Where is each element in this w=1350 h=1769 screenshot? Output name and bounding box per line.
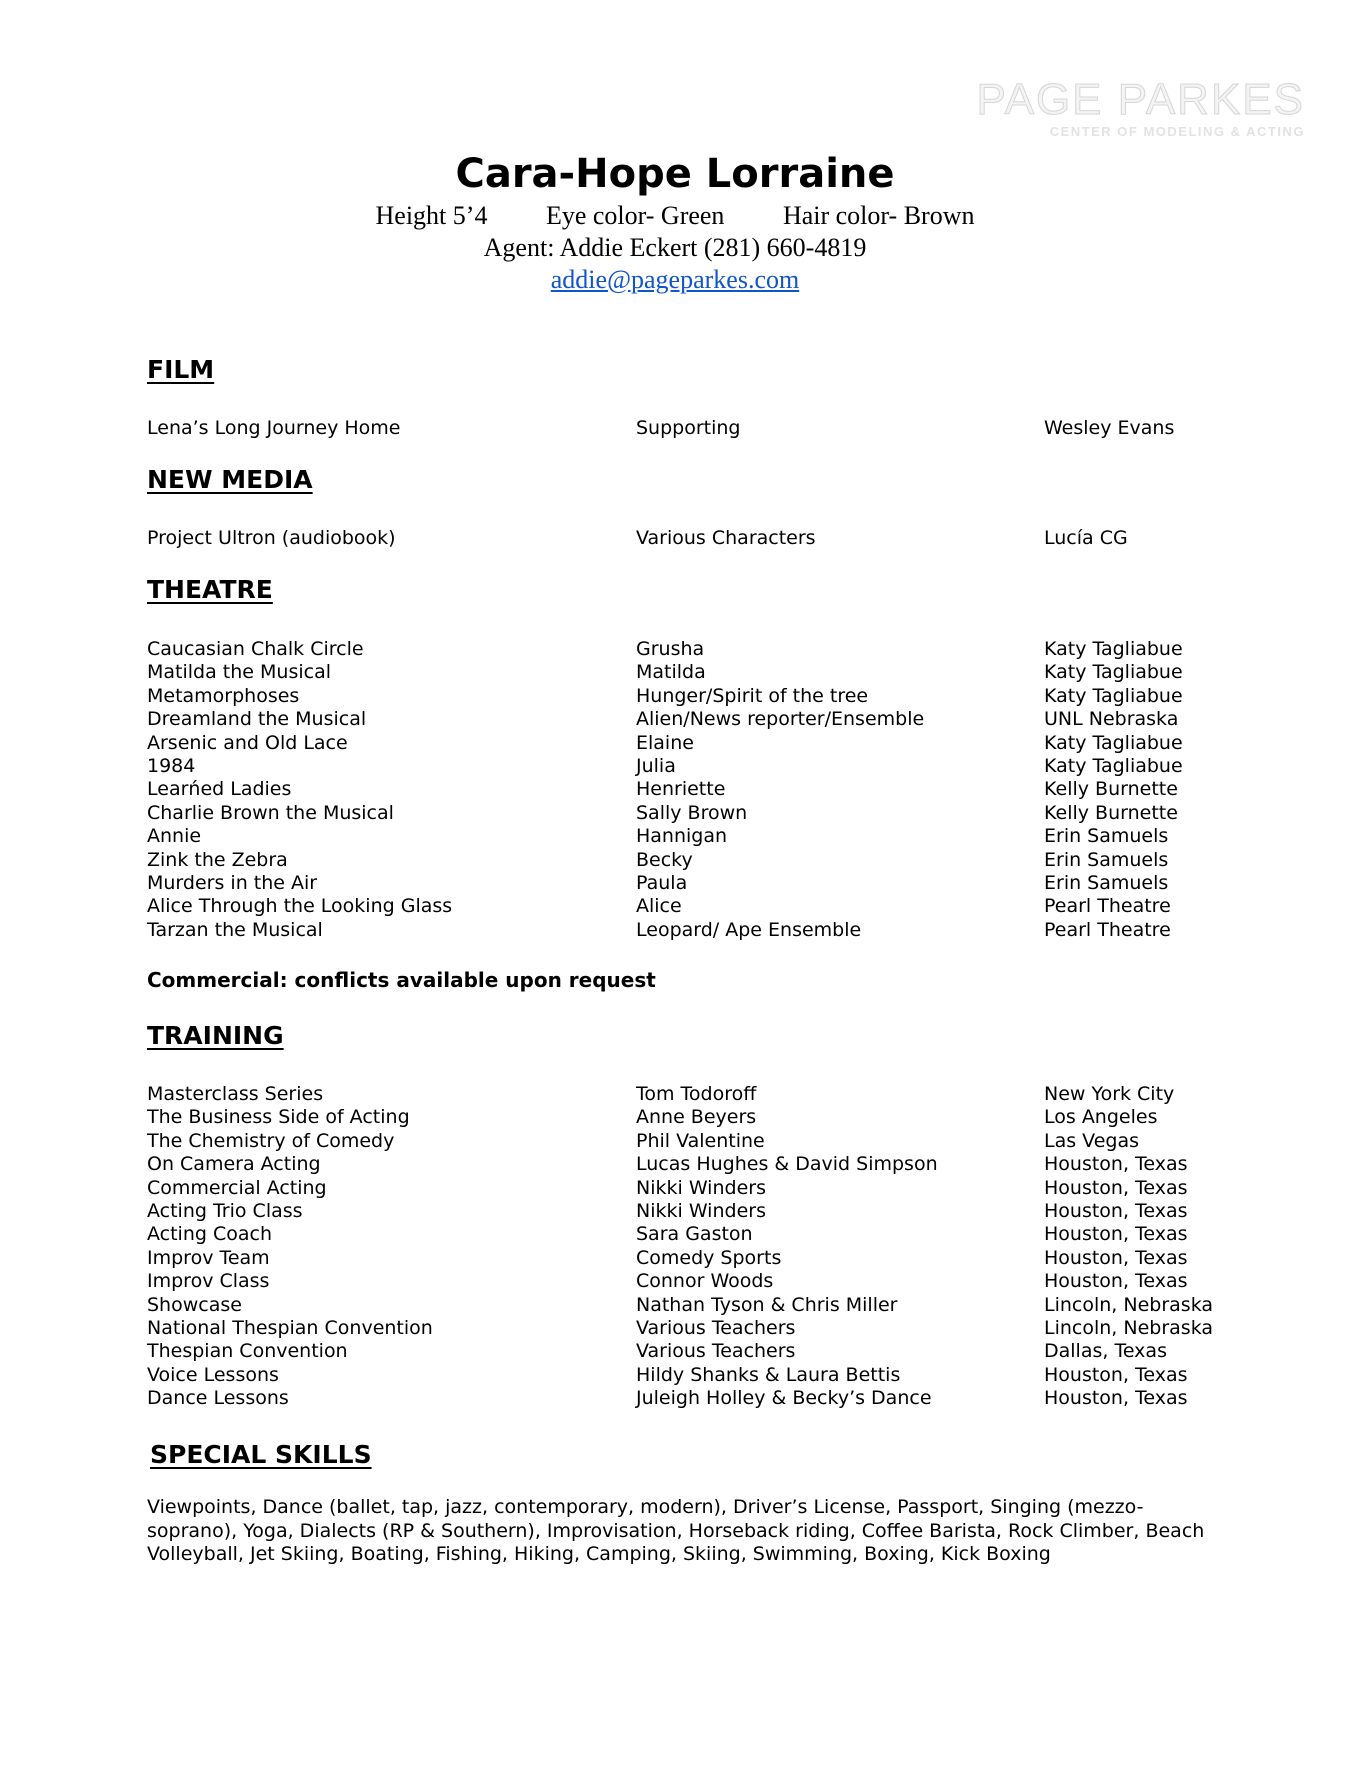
- credit-role: Becky: [636, 848, 693, 871]
- credit-source: Las Vegas: [1044, 1129, 1139, 1152]
- credit-role: Alien/News reporter/Ensemble: [636, 708, 925, 731]
- credit-role: Hunger/Spirit of the tree: [636, 684, 869, 707]
- physical-stats: [0, 200, 1350, 232]
- credit-source: New York City: [1044, 1083, 1175, 1105]
- credit-role: Various Teachers: [636, 1316, 796, 1339]
- credit-role: Leopard/ Ape Ensemble: [636, 918, 862, 941]
- credit-role: Hannigan: [636, 825, 728, 848]
- hair-color-stat: Hair color- Brown: [782, 201, 975, 230]
- credit-role: Various Characters: [636, 527, 816, 549]
- credit-source: Houston, Texas: [1044, 1363, 1188, 1386]
- credit-source: Pearl Theatre: [1044, 918, 1171, 941]
- credit-source: Houston, Texas: [1044, 1270, 1188, 1293]
- credit-source: Erin Samuels: [1044, 848, 1169, 871]
- credit-title: The Business Side of Acting: [147, 1106, 410, 1129]
- credit-title: Metamorphoses: [147, 684, 300, 707]
- credit-title: Charlie Brown the Musical: [147, 801, 394, 824]
- eye-color-stat: Eye color- Green: [545, 201, 725, 230]
- credit-role: Anne Beyers: [636, 1106, 757, 1129]
- credit-title: Commercial Acting: [147, 1176, 327, 1199]
- credit-role: Elaine: [636, 731, 694, 754]
- credit-title: Dance Lessons: [147, 1387, 289, 1410]
- credit-title: Acting Coach: [147, 1223, 273, 1246]
- credit-title: Zink the Zebra: [147, 848, 288, 871]
- credit-source: Los Angeles: [1044, 1106, 1158, 1129]
- credit-title: Murders in the Air: [147, 871, 318, 894]
- credit-title: Masterclass Series: [147, 1083, 324, 1105]
- credit-title: 1984: [147, 754, 196, 777]
- credit-source: Houston, Texas: [1044, 1246, 1188, 1269]
- credit-source: Houston, Texas: [1044, 1176, 1188, 1199]
- credit-title: Thespian Convention: [147, 1340, 348, 1363]
- credit-role: Sally Brown: [636, 801, 748, 824]
- credit-source: Katy Tagliabue: [1044, 638, 1183, 660]
- section-heading-theatre: THEATRE: [147, 575, 273, 604]
- credit-role: Sara Gaston: [636, 1223, 753, 1246]
- height-stat: Height 5’4: [375, 201, 488, 230]
- credit-role: Alice: [636, 895, 682, 918]
- actor-name: Cara-Hope Lorraine: [455, 151, 895, 197]
- credit-source: Erin Samuels: [1044, 871, 1169, 894]
- credit-role: Tom Todoroff: [636, 1083, 757, 1105]
- credit-role: Matilda: [636, 661, 706, 684]
- credit-title: Voice Lessons: [147, 1363, 279, 1386]
- section-heading-film: FILM: [147, 355, 215, 384]
- credit-title: On Camera Acting: [147, 1153, 321, 1176]
- agent-email-link[interactable]: addie@pageparkes.com: [550, 265, 800, 294]
- credit-source: Kelly Burnette: [1044, 801, 1178, 824]
- credit-title: National Thespian Convention: [147, 1316, 433, 1339]
- credit-title: Improv Class: [147, 1270, 270, 1293]
- credit-source: Katy Tagliabue: [1044, 731, 1183, 754]
- resume-header: [0, 148, 1350, 296]
- credit-source: Katy Tagliabue: [1044, 754, 1183, 777]
- credit-role: Phil Valentine: [636, 1129, 765, 1152]
- commercial-note: Commercial: conflicts available upon request: [147, 968, 656, 992]
- credit-source: Lincoln, Nebraska: [1044, 1316, 1214, 1339]
- credit-title: Acting Trio Class: [147, 1199, 303, 1222]
- credit-role: Grusha: [636, 638, 705, 660]
- section-heading-new-media: NEW MEDIA: [147, 465, 313, 494]
- credit-title: Lena’s Long Journey Home: [147, 417, 401, 439]
- credit-role: Juleigh Holley & Becky’s Dance: [636, 1387, 932, 1410]
- credit-title: Learńed Ladies: [147, 778, 292, 801]
- credit-title: Showcase: [147, 1293, 242, 1316]
- credit-source: Dallas, Texas: [1044, 1340, 1167, 1363]
- logo-main-text: PAGE PARKES: [976, 75, 1305, 124]
- credit-role: Paula: [636, 871, 688, 894]
- credit-title: Arsenic and Old Lace: [147, 731, 348, 754]
- credit-source: Katy Tagliabue: [1044, 684, 1183, 707]
- special-skills-text: Viewpoints, Dance (ballet, tap, jazz, contemporary, modern), Driver’s License, Passport, Singing (mezzo-soprano), Yoga, Dialects (RP & Southern), Improvisation, Horseback riding, Coffee Barista, Rock Climber, Beach Volleyball, Jet Skiing, Boating, Fishing, Hiking, Camping, Skiing, Swimming, Boxing, Kick Boxing: [147, 1496, 1205, 1565]
- credit-source: Houston, Texas: [1044, 1153, 1188, 1176]
- credit-source: UNL Nebraska: [1044, 708, 1179, 731]
- agency-logo: [976, 75, 1305, 139]
- logo-sub-text: CENTER OF MODELING & ACTING: [1049, 124, 1305, 139]
- credit-title: Annie: [147, 825, 202, 848]
- credit-title: Tarzan the Musical: [147, 918, 323, 941]
- credit-source: Erin Samuels: [1044, 825, 1169, 848]
- credit-title: Caucasian Chalk Circle: [147, 638, 364, 660]
- credit-role: Julia: [636, 754, 676, 777]
- agent-contact: Agent: Addie Eckert (281) 660-4819: [483, 233, 867, 262]
- credit-role: Lucas Hughes & David Simpson: [636, 1153, 938, 1176]
- section-heading-training: TRAINING: [147, 1021, 284, 1050]
- credit-title: Dreamland the Musical: [147, 708, 367, 731]
- credit-role: Connor Woods: [636, 1270, 774, 1293]
- credit-title: Project Ultron (audiobook): [147, 527, 396, 549]
- credit-title: Improv Team: [147, 1246, 270, 1269]
- credit-title: Matilda the Musical: [147, 661, 331, 684]
- credit-source: Houston, Texas: [1044, 1223, 1188, 1246]
- credit-source: Lincoln, Nebraska: [1044, 1293, 1214, 1316]
- credit-role: Nathan Tyson & Chris Miller: [636, 1293, 898, 1316]
- credit-role: Comedy Sports: [636, 1246, 782, 1269]
- credit-title: The Chemistry of Comedy: [147, 1129, 395, 1152]
- section-heading-special-skills: SPECIAL SKILLS: [150, 1440, 372, 1469]
- credit-source: Lucía CG: [1044, 527, 1128, 549]
- credit-role: Nikki Winders: [636, 1199, 766, 1222]
- credit-source: Kelly Burnette: [1044, 778, 1178, 801]
- credit-role: Hildy Shanks & Laura Bettis: [636, 1363, 901, 1386]
- credit-source: Pearl Theatre: [1044, 895, 1171, 918]
- credit-title: Alice Through the Looking Glass: [147, 895, 453, 918]
- credit-source: Houston, Texas: [1044, 1199, 1188, 1222]
- credit-source: Wesley Evans: [1044, 417, 1175, 439]
- credit-source: Katy Tagliabue: [1044, 661, 1183, 684]
- credit-role: Supporting: [636, 417, 741, 439]
- credit-role: Henriette: [636, 778, 726, 801]
- credit-role: Nikki Winders: [636, 1176, 766, 1199]
- credit-source: Houston, Texas: [1044, 1387, 1188, 1410]
- credit-role: Various Teachers: [636, 1340, 796, 1363]
